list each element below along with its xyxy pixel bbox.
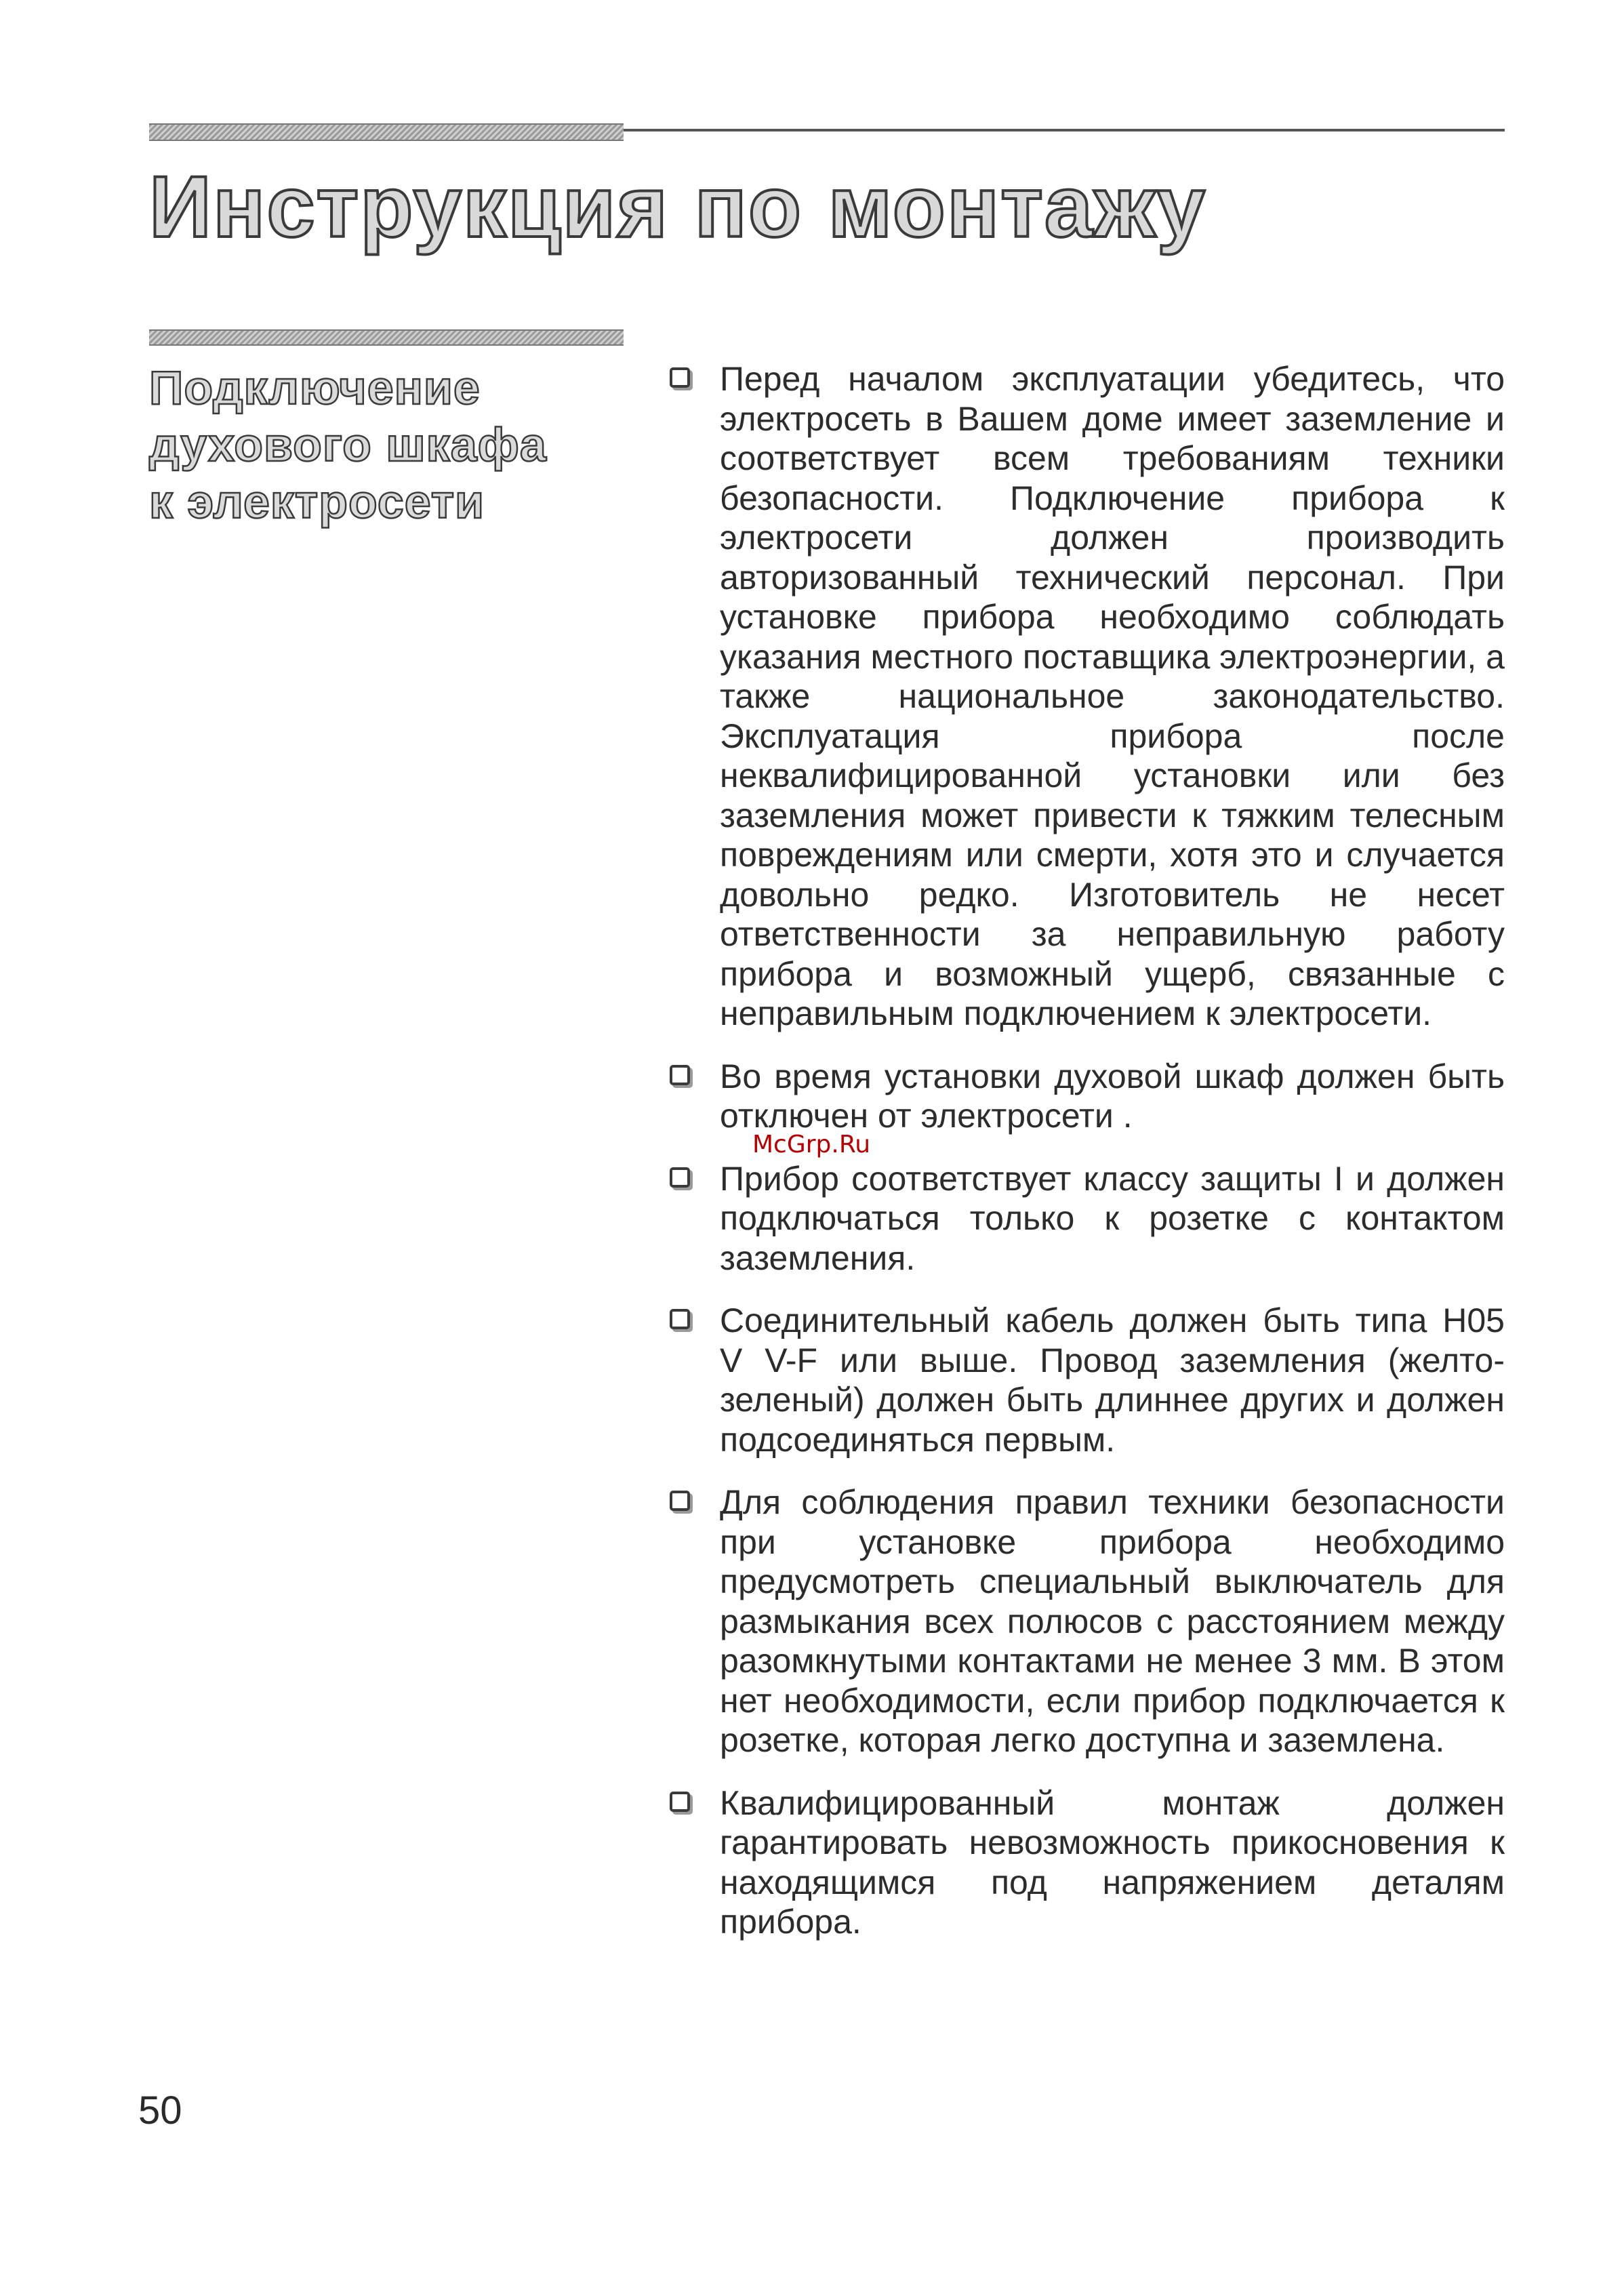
checkbox-bullet-icon bbox=[670, 1309, 690, 1329]
checkbox-bullet-icon bbox=[670, 1792, 690, 1812]
page-title: Инструкция по монтажу bbox=[149, 159, 1206, 256]
list-item-text: Квалифицированный монтаж должен гарантировать невозможность прикосновения к находящимся под напряжением деталям прибора. bbox=[720, 1783, 1505, 1941]
checkbox-bullet-icon bbox=[670, 1167, 690, 1188]
section-rule bbox=[149, 329, 624, 346]
section-heading-line: духового шкафа bbox=[149, 418, 547, 471]
list-item bbox=[664, 359, 1505, 1034]
top-rule-accent bbox=[149, 123, 624, 141]
section-heading-line: к электросети bbox=[149, 475, 485, 528]
list-item bbox=[664, 1159, 1505, 1278]
page-number: 50 bbox=[138, 2088, 182, 2133]
checkbox-bullet-icon bbox=[670, 1065, 690, 1085]
checkbox-bullet-icon bbox=[670, 1491, 690, 1511]
list-item-text: Перед началом эксплуатации убедитесь, что электросеть в Вашем доме имеет заземление и соответствует всем требованиям техники безопасности. Подключение прибора к электросети должен производить авторизованный технический персонал. При установке прибора необходимо соблюдать указания местного поставщика электроэнергии, а также национальное законодательство. Эксплуатация прибора после неквалифицированной установки или без заземления может привести к тяжким телесным повреждениям или смерти, хотя это и случается довольно редко. Изготовитель не несет ответственности за неправильную работу прибора и возможный ущерб, связанные с неправильным подключением к электросети. bbox=[720, 360, 1505, 1032]
checkbox-bullet-icon bbox=[670, 367, 690, 388]
section-heading-line: Подключение bbox=[149, 361, 481, 414]
list-item bbox=[664, 1301, 1505, 1459]
watermark: McGrp.Ru bbox=[752, 1131, 871, 1158]
section-heading bbox=[149, 359, 637, 530]
list-item bbox=[664, 1482, 1505, 1760]
list-item bbox=[664, 1057, 1505, 1136]
list-item-text: Соединительный кабель должен быть типа H05 V V-F или выше. Провод заземления (желто-зеленый) должен быть длиннее других и должен подсоединяться первым. bbox=[720, 1301, 1505, 1459]
list-item-text: Для соблюдения правил техники безопасности при установке прибора необходимо предусмотреть специальный выключатель для размыкания всех полюсов с расстоянием между разомкнутыми контактами не менее 3 мм. В этом нет необходимости, если прибор подключается к розетке, которая легко доступна и заземлена. bbox=[720, 1483, 1505, 1759]
list-item bbox=[664, 1783, 1505, 1942]
list-item-text: Во время установки духовой шкаф должен быть отключен от электросети . bbox=[720, 1057, 1505, 1135]
list-item-text: Прибор соответствует классу защиты I и должен подключаться только к розетке с контактом заземления. bbox=[720, 1159, 1505, 1277]
